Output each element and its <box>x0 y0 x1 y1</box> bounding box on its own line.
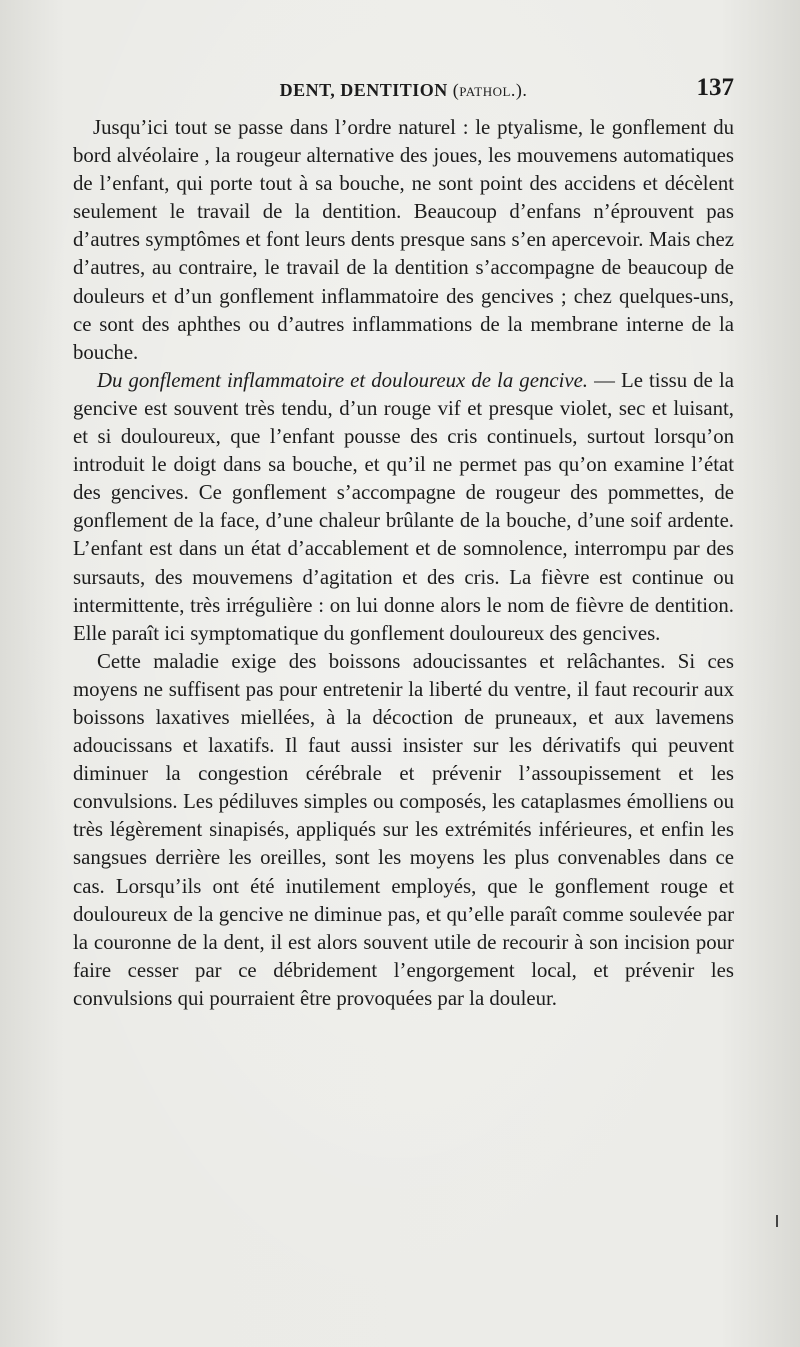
page-number: 137 <box>696 74 734 101</box>
body-text <box>73 114 734 1013</box>
margin-mark <box>776 1215 778 1227</box>
paragraph-3: Cette maladie exige des boissons adoucissantes et relâchantes. Si ces moyens ne suffisent pas pour entretenir la liberté du ventre, il faut recourir aux boissons laxatives miellées, à la décoction de pruneaux, et aux lavemens adoucissans et laxatifs. Il faut aussi insister sur les dérivatifs qui peuvent diminuer la congestion cérébrale et prévenir l’assoupissement et les convulsions. Les pédiluves simples ou composés, les cataplasmes émolliens ou très légèrement sinapisés, appliqués sur les extrémités inférieures, et enfin les sangsues derrière les oreilles, sont les moyens les plus convenables dans ce cas. Lorsqu’ils ont été inutilement employés, que le gonflement rouge et douloureux de la gencive ne diminue pas, et qu’elle paraît comme soulevée par la couronne de la dent, il est alors souvent utile de recourir à son incision pour faire cesser par ce débridement l’engorgement local, et prévenir les convulsions qui pourraient être provoquées par la douleur. <box>73 649 734 1010</box>
page-header <box>73 74 734 108</box>
paragraph-2-heading: Du gonflement inflammatoire et douloureux de la gencive. <box>97 368 589 392</box>
paragraph-2-text: — Le tissu de la gencive est souvent très tendu, d’un rouge vif et presque violet, sec et luisant, et si douloureux, que l’enfant pousse des cris continuels, surtout lorsqu’on introduit le doigt dans sa bouche, et qu’il ne permet pas qu’on examine l’état des gencives. Ce gonflement s’accompagne de rougeur des pommettes, de gonflement de la face, d’une chaleur brûlante de la bouche, d’une soif ardente. L’enfant est dans un état d’accablement et de somnolence, interrompu par des sursauts, des mouvemens d’agitation et des cris. La fièvre est continue ou intermittente, très irrégulière : on lui donne alors le nom de fièvre de dentition. Elle paraît ici symptomatique du gonflement douloureux des gencives. <box>73 368 734 645</box>
running-title-main: DENT, DENTITION <box>279 80 448 100</box>
running-title-sub: (pathol.). <box>452 80 528 100</box>
running-title <box>73 80 734 101</box>
paragraph-1: Jusqu’ici tout se passe dans l’ordre naturel : le ptyalisme, le gonflement du bord alvéolaire , la rougeur alternative des joues, les mouvemens automatiques de l’enfant, qui porte tout à sa bouche, ne sont point des accidens et décèlent seulement le travail de la dentition. Beaucoup d’enfans n’éprouvent pas d’autres symptômes et font leurs dents presque sans s’en apercevoir. Mais chez d’autres, au contraire, le travail de la dentition s’accompagne de beaucoup de douleurs et d’un gonflement inflammatoire des gencives ; chez quelques-uns, ce sont des aphthes ou d’autres inflammations de la membrane interne de la bouche. <box>73 116 734 364</box>
paragraph-2 <box>73 367 734 648</box>
